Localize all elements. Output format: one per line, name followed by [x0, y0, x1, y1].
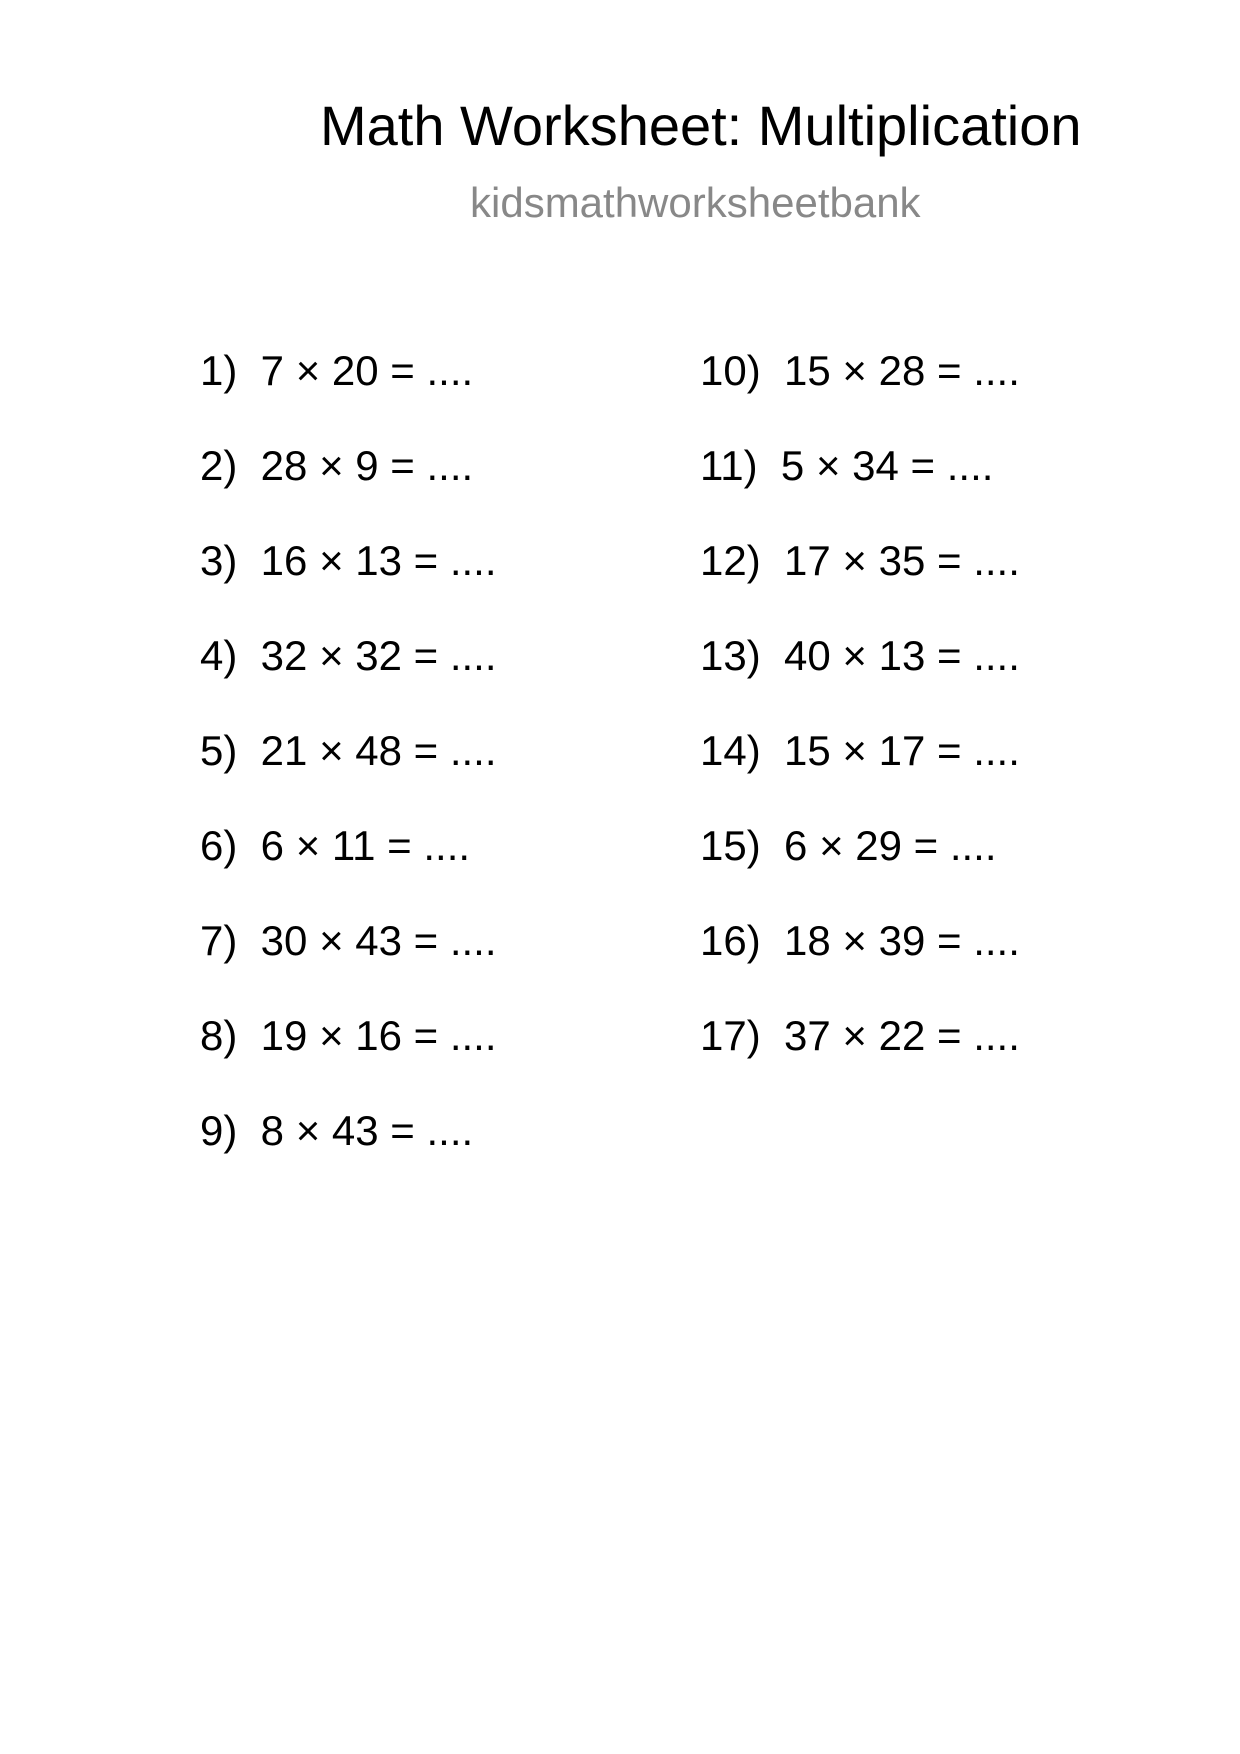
problems-column-right — [700, 347, 1020, 1110]
problem-item: 5) 21 × 48 = .... — [200, 727, 497, 774]
problems-column-left — [200, 347, 497, 1205]
worksheet-subtitle: kidsmathworksheetbank — [470, 179, 921, 226]
problem-item: 15) 6 × 29 = .... — [700, 822, 997, 869]
problem-item: 1) 7 × 20 = .... — [200, 347, 474, 394]
problem-item: 9) 8 × 43 = .... — [200, 1107, 474, 1154]
problem-item: 11) 5 × 34 = .... — [700, 442, 994, 489]
problem-item: 17) 37 × 22 = .... — [700, 1012, 1020, 1059]
problem-item: 16) 18 × 39 = .... — [700, 917, 1020, 964]
problem-item: 13) 40 × 13 = .... — [700, 632, 1020, 679]
problem-item: 14) 15 × 17 = .... — [700, 727, 1020, 774]
problem-item: 2) 28 × 9 = .... — [200, 442, 474, 489]
problem-item: 7) 30 × 43 = .... — [200, 917, 497, 964]
problem-item: 12) 17 × 35 = .... — [700, 537, 1020, 584]
problem-item: 8) 19 × 16 = .... — [200, 1012, 497, 1059]
worksheet-title: Math Worksheet: Multiplication — [320, 94, 1082, 157]
problem-item: 6) 6 × 11 = .... — [200, 822, 471, 869]
problem-item: 3) 16 × 13 = .... — [200, 537, 497, 584]
problem-item: 4) 32 × 32 = .... — [200, 632, 497, 679]
problem-item: 10) 15 × 28 = .... — [700, 347, 1020, 394]
